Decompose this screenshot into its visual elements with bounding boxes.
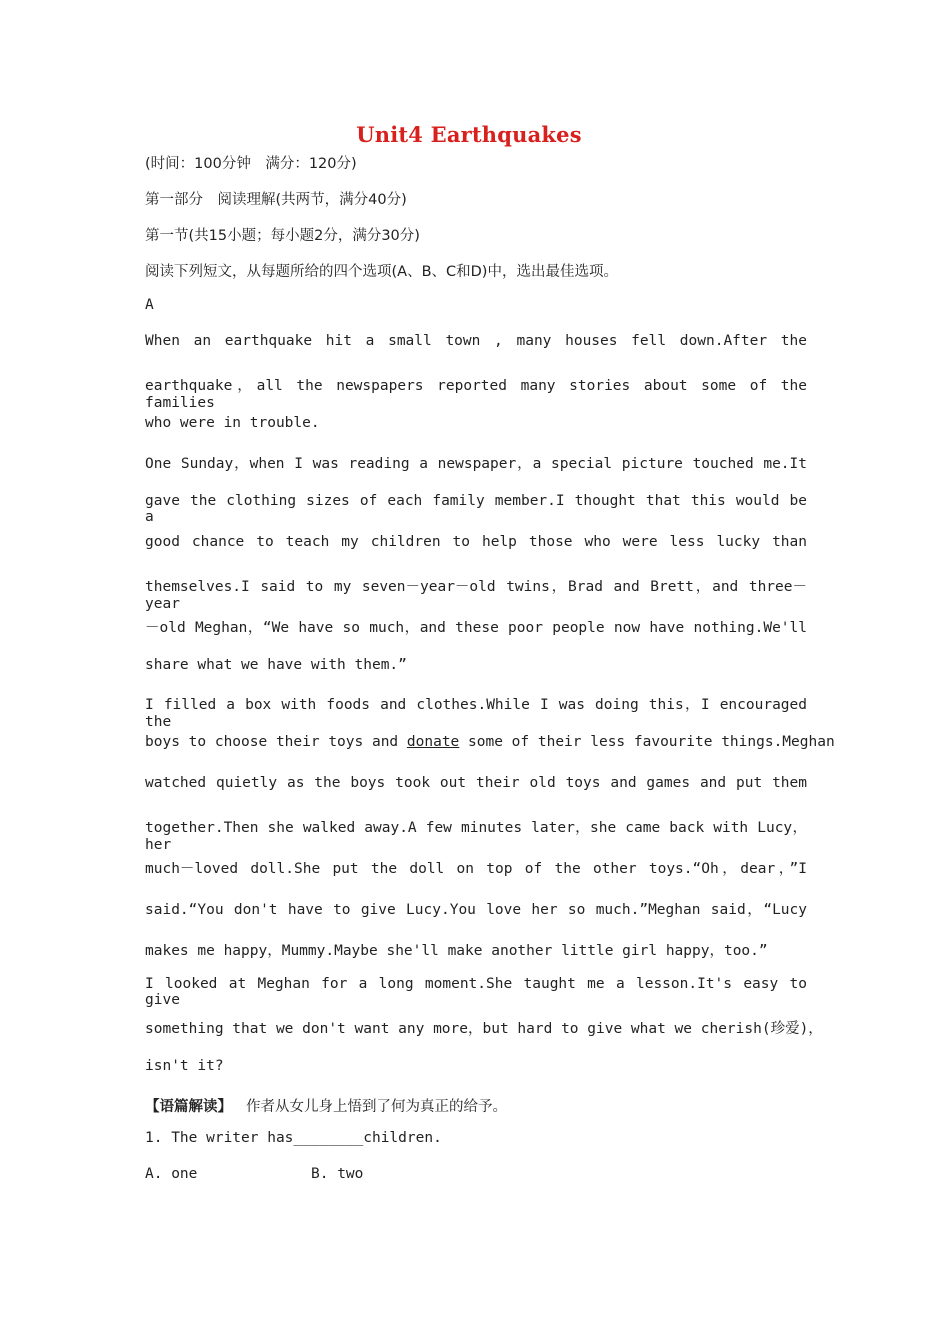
option-b: B. two [311,1166,364,1182]
passage-line: I looked at Meghan for a long moment.She taught me a lesson.It's easy to give [145,976,807,1008]
passage-line: －old Meghan，“We have so much，and these poor people now have nothing.We'll [145,620,807,636]
passage-line: When an earthquake hit a small town , many houses fell down.After the [145,333,807,349]
passage-line: gave the clothing sizes of each family member.I thought that this would be a [145,493,807,525]
passage-line: One Sunday，when I was reading a newspaper，a special picture touched me.It [145,456,807,472]
passage-line: who were in trouble. [145,415,320,431]
analysis-line [145,1095,507,1116]
passage-line: share what we have with them.” [145,657,407,673]
passage-line-with-vocab [145,734,835,750]
passage-line: something that we don't want any more，but hard to give what we cherish(珍爱)， [145,1021,823,1037]
instruction-line: 阅读下列短文，从每题所给的四个选项(A、B、C和D)中，选出最佳选项。 [145,264,618,280]
passage-line: themselves.I said to my seven－year－old twins，Brad and Brett，and three－year [145,579,807,612]
passage-line: much－loved doll.She put the doll on top of the other toys.“Oh，dear，”I [145,861,807,877]
passage-text: boys to choose their toys and [145,734,407,750]
analysis-label: 【语篇解读】 [145,1099,232,1115]
passage-label: A [145,297,154,313]
part-heading: 第一部分 阅读理解(共两节，满分40分) [145,192,407,208]
passage-line: said.“You don't have to give Lucy.You love her so much.”Meghan said，“Lucy [145,902,807,918]
time-score-line: (时间：100分钟 满分：120分) [145,156,357,172]
analysis-text: 作者从女儿身上悟到了何为真正的给予。 [246,1099,507,1115]
passage-line: I filled a box with foods and clothes.While I was doing this，I encouraged the [145,697,807,730]
passage-line: good chance to teach my children to help those who were less lucky than [145,534,807,550]
passage-line: together.Then she walked away.A few minutes later，she came back with Lucy，her [145,820,807,853]
passage-line: earthquake，all the newspapers reported many stories about some of the families [145,378,807,411]
question-options [145,1166,807,1182]
passage-text: some of their less favourite things.Meghan [459,734,835,750]
page-title: Unit4 Earthquakes [356,122,582,147]
underlined-word: donate [406,734,460,750]
passage-line: watched quietly as the boys took out their old toys and games and put them [145,775,807,791]
passage-line: makes me happy，Mummy.Maybe she'll make another little girl happy，too.” [145,943,768,959]
question-stem: 1. The writer has________children. [145,1130,442,1146]
passage-line: isn't it? [145,1058,224,1074]
option-a: A. one [145,1166,198,1182]
section-heading: 第一节(共15小题；每小题2分，满分30分) [145,228,420,244]
